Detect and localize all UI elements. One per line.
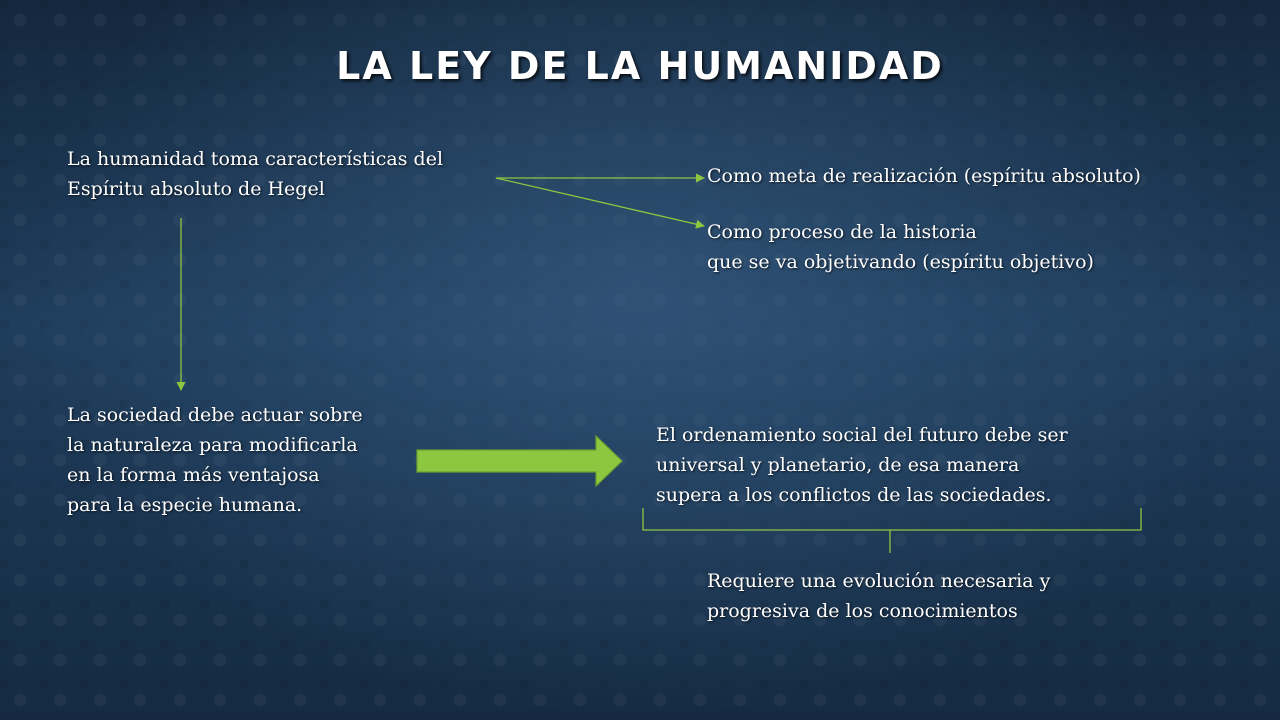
ordenamiento-line-3: supera a los conflictos de las sociedades. (656, 484, 1052, 506)
requiere-line-2: progresiva de los conocimientos (707, 600, 1018, 622)
arrow-to-proceso (496, 178, 704, 226)
ordenamiento-line-1: El ordenamiento social del futuro debe ser (656, 424, 1068, 446)
hegel-line-1: La humanidad toma características del (67, 148, 444, 170)
hegel-line-2: Espíritu absoluto de Hegel (67, 178, 325, 200)
requiere-line-1: Requiere una evolución necesaria y (707, 570, 1051, 592)
sociedad-line-2: la naturaleza para modificarla (67, 434, 358, 456)
slide-title: LA LEY DE LA HUMANIDAD (336, 44, 944, 88)
proceso-line-2: que se va objetivando (espíritu objetivo) (707, 251, 1094, 273)
sociedad-line-1: La sociedad debe actuar sobre (67, 404, 363, 426)
bracket (643, 508, 1141, 530)
block-arrow (417, 436, 622, 486)
proceso-line-1: Como proceso de la historia (707, 221, 977, 243)
ordenamiento-line-2: universal y planetario, de esa manera (656, 454, 1020, 476)
meta-line-1: Como meta de realización (espíritu absoluto) (707, 165, 1141, 187)
sociedad-line-4: para la especie humana. (67, 494, 303, 516)
sociedad-line-3: en la forma más ventajosa (67, 464, 320, 486)
